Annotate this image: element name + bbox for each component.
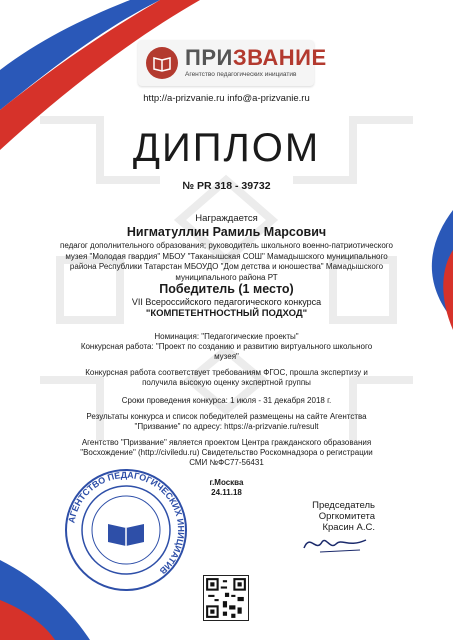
awarded-label: Награждается [195,213,258,224]
qr-code[interactable] [203,575,249,621]
diploma-title: ДИПЛОМ [132,126,321,170]
agency-info: Агентство "Призвание" является проектом Центра гражданского образования "Восхождение" (http://civiledu.ru) Свидетельство Роскомнадзора о регистрации СМИ №ФС77-56431 [80,438,373,467]
seal-book-icon [108,524,144,546]
recipient-name: Нигматуллин Рамиль Марсович [126,225,327,239]
logo-brand [185,45,327,71]
competition-work: Конкурсная работа: "Проект по созданию и развитию виртуального школьного музея" [80,342,373,361]
issue-date: 24.11.18 [211,488,242,497]
nomination: Номинация: "Педагогические проекты" [154,332,299,341]
logo-brand-red: ЗВАНИЕ [232,45,327,70]
results-text: Результаты конкурса и список победителей размещены на сайте Агентства "Призвание" по адресу: https://a-prizvanie.ru/result [86,412,367,431]
logo-tagline: Агентство педагогических инициатив [185,71,297,78]
place-award: Победитель (1 место) [159,282,294,296]
logo-brand-dark: ПРИ [185,45,233,70]
seal-text: АГЕНТСТВО ПЕДАГОГИЧЕСКИХ ИНИЦИАТИВ [66,469,187,577]
compliance-text: Конкурсная работа соответствует требованиям ФГОС, прошла экспертизу и получила высокую оценку экспертной группы [85,368,368,387]
contest-line: VII Всероссийского педагогического конкурса [131,297,322,307]
agency-logo [138,40,327,86]
city: г.Москва [209,478,244,487]
chair-title: Председатель Оргкомитета [312,500,375,522]
book-logo-icon [146,47,178,79]
nomination-block [0,332,453,362]
agency-seal [64,468,188,592]
contact-links[interactable]: http://a-prizvanie.ru info@a-prizvanie.ru [143,93,310,104]
chair-name: Красин А.С. [322,522,375,533]
diploma-number: № PR 318 - 39732 [182,180,271,192]
contest-name: "КОМПЕТЕНТНОСТНЫЙ ПОДХОД" [145,308,308,319]
contest-dates: Сроки проведения конкурса: 1 июля - 31 декабря 2018 г. [121,396,332,405]
recipient-details: педагог дополнительного образования; руководитель школьного военно-патриотического музея "Молодая гвардия" МБОУ "Таканышская СОШ" Мамадышского муниципального района Республики Татарстан МБОУДО "Дом детства и юношества" Мамадышского муниципального района РТ [60,241,393,282]
contest-block [0,297,453,319]
signature [300,528,370,558]
